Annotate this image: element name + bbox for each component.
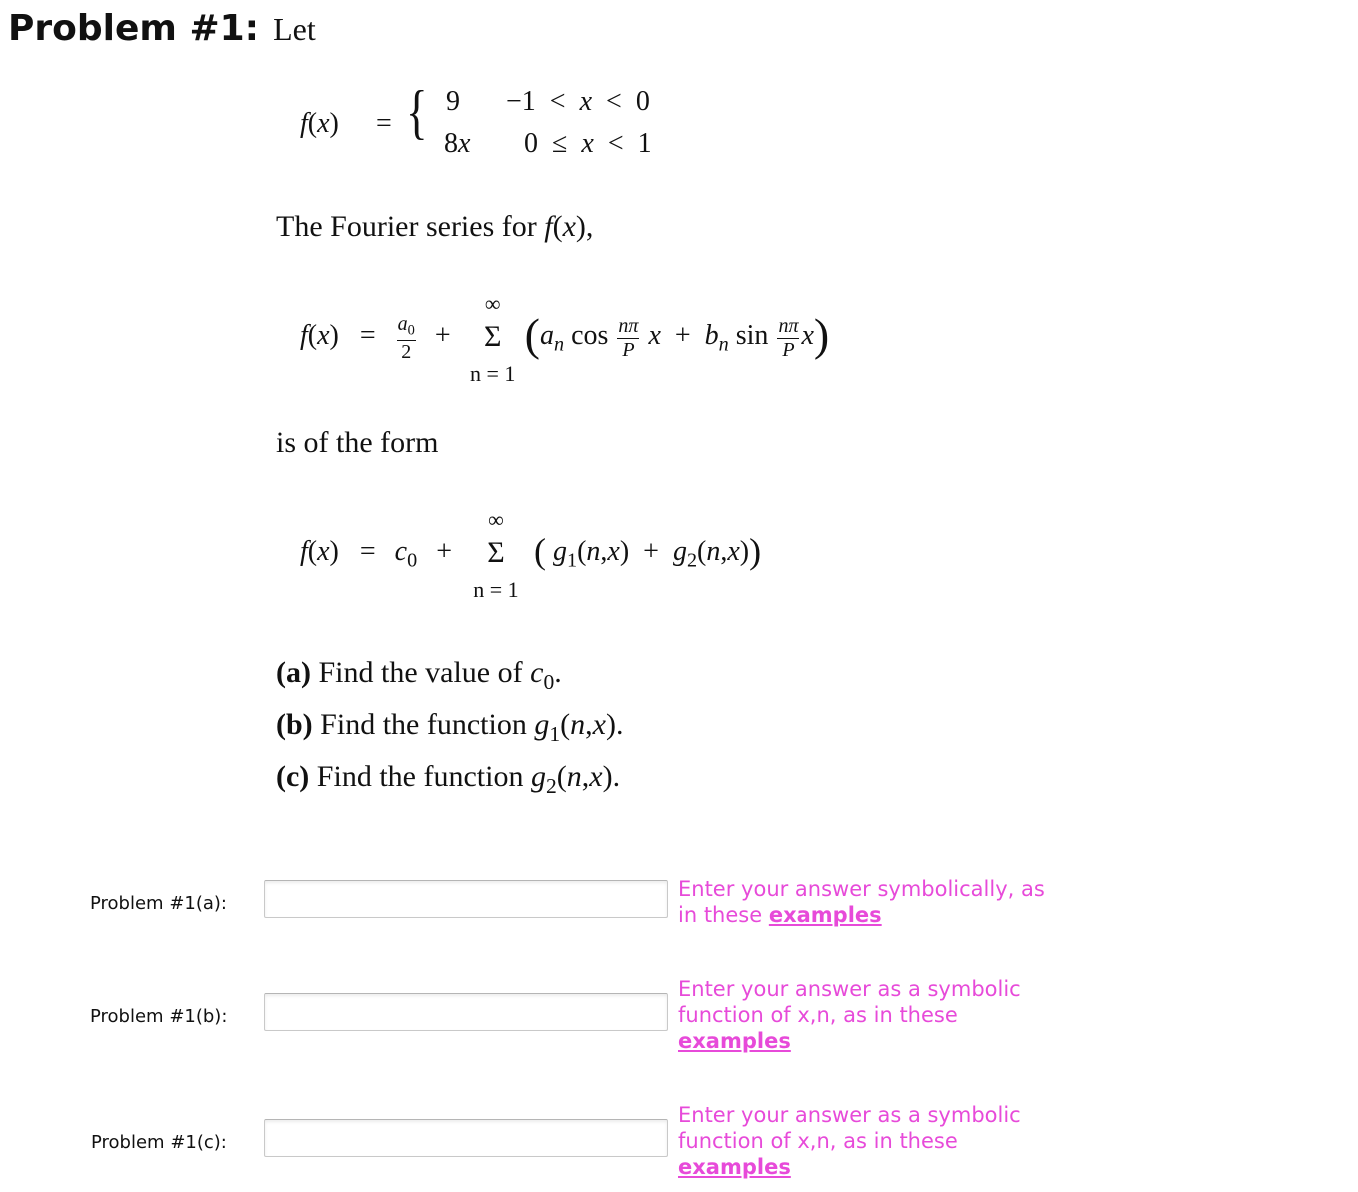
fourier-equals: =: [359, 320, 376, 351]
answer-b-hint-text: Enter your answer as a symbolic function of x,n, as in these: [678, 977, 1021, 1027]
part-a-text: Find the value of: [318, 656, 523, 689]
fraction-npi-over-p-2: $\frac{n\pi}{P}$: [778, 314, 799, 361]
answer-a-hint: [678, 876, 1058, 928]
sum-lower-limit: n = 1: [469, 360, 516, 386]
fourier-series-equation: f(x) = $\frac{a_0}{2}$ + ∞ Σ n = 1 ($a_n$ cos $\frac{n\pi}{P}$ $x + b_n$ sin $\frac{n\pi}{P}$ x): [300, 312, 829, 364]
answer-c-input[interactable]: [264, 1119, 668, 1157]
problem-heading-row: [8, 8, 316, 49]
piecewise-lhs: f(x): [300, 108, 339, 139]
fraction-npi-over-p: $\frac{n\pi}{P}$: [618, 314, 639, 361]
form-summation-symbol: ∞ Σ n = 1: [471, 534, 521, 574]
piecewise-case-1-value: 9: [446, 86, 460, 117]
form-equals: =: [359, 536, 376, 567]
part-a-label: (a): [276, 656, 311, 689]
piecewise-brace: {: [406, 79, 428, 145]
form-lhs: f(x): [300, 536, 339, 567]
answer-c-hint-text: Enter your answer as a symbolic function of x,n, as in these: [678, 1103, 1021, 1153]
answer-c-label: Problem #1(c):: [91, 1132, 227, 1153]
answer-b-examples-link[interactable]: examples: [678, 1029, 791, 1053]
part-b-text: Find the function: [320, 708, 527, 741]
form-text: is of the form: [276, 426, 439, 459]
form-equation: $f(x) = c_0$ + ∞ Σ n = 1 ( $g_1(n,x) + g_2(n,x)$): [300, 532, 761, 580]
sum-upper-limit: ∞: [484, 290, 501, 316]
problem-heading: Problem #1:: [8, 8, 260, 49]
answer-c-examples-link[interactable]: examples: [678, 1155, 791, 1179]
part-a: (a) Find the value of $c_0$.: [276, 656, 562, 694]
part-c: (c) Find the function $g_2(n,x)$.: [276, 760, 621, 798]
answer-b-input[interactable]: [264, 993, 668, 1031]
part-c-label: (c): [276, 760, 310, 793]
form-sum-upper: ∞: [488, 506, 504, 532]
answer-a-examples-link[interactable]: examples: [768, 903, 882, 927]
answer-c-hint: [678, 1102, 1058, 1180]
c0-symbol: $c_0$: [394, 536, 418, 572]
part-b-label: (b): [276, 708, 313, 741]
form-plus: +: [436, 536, 452, 567]
fraction-a0-over-2: $\frac{a_0}{2}$: [397, 312, 415, 363]
fourier-intro-text: The Fourier series for f(x),: [276, 210, 594, 243]
piecewise-equals: =: [376, 108, 392, 139]
summation-symbol: ∞ Σ n = 1: [468, 318, 518, 358]
answer-a-hint-text: Enter your answer symbolically, as in these: [678, 877, 1045, 927]
part-b: (b) Find the function $g_1(n,x)$.: [276, 708, 624, 746]
piecewise-case-2-value: 8x: [444, 128, 471, 159]
answer-b-hint: [678, 976, 1058, 1054]
problem-intro: Let: [273, 11, 316, 47]
piecewise-case-2-condition: 0 ≤ x < 1: [524, 128, 652, 159]
piecewise-case-1-condition: −1 < x < 0: [506, 86, 650, 117]
form-sum-lower: n = 1: [473, 576, 519, 602]
answer-b-label: Problem #1(b):: [90, 1006, 228, 1027]
plus-sign: +: [434, 320, 451, 351]
fourier-lhs: f(x): [300, 320, 339, 351]
part-c-text: Find the function: [316, 760, 524, 793]
answer-a-input[interactable]: [264, 880, 668, 918]
answer-a-label: Problem #1(a):: [90, 893, 227, 914]
